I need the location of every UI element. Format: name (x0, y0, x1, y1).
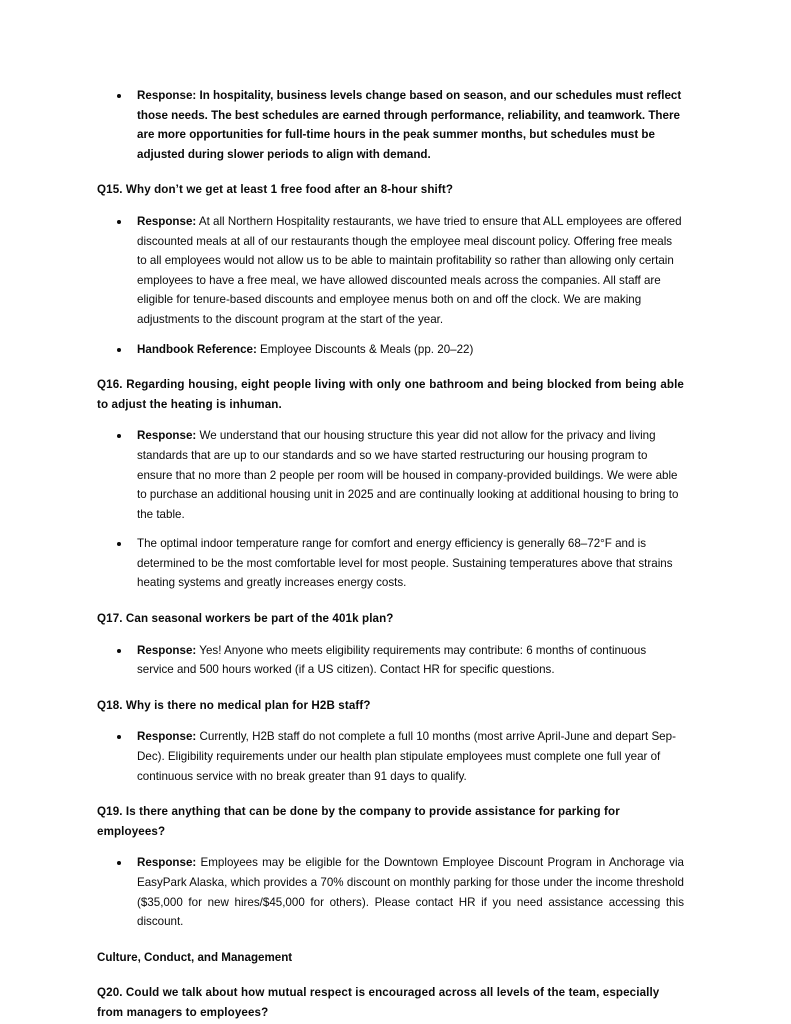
block-spacer (97, 967, 684, 983)
list-item-lead: Handbook Reference: (137, 342, 257, 356)
list-item-text: Response: In hospitality, business levels change based on season, and our schedules must reflect those needs. The best schedules are earned through performance, reliability, and teamwork. There are more opportunities for full-time hours in the peak summer months, but schedules must be adjusted during slower periods to align with demand. (137, 89, 682, 161)
block-spacer (97, 680, 684, 696)
list-item (97, 641, 684, 680)
q16-heading: Q16. Regarding housing, eight people living with only one bathroom and being blocked from being able to adjust the heating is inhuman. (97, 378, 684, 411)
q18-heading: Q18. Why is there no medical plan for H2B staff? (97, 698, 371, 712)
q17-heading: Q17. Can seasonal workers be part of the 401k plan? (97, 612, 394, 626)
block-spacer (97, 200, 684, 212)
block-spacer (97, 359, 684, 375)
q19-heading: Q19. Is there anything that can be done by the company to provide assistance for parking for employees? (97, 805, 620, 838)
list-item (97, 340, 684, 360)
culture-section-heading: Culture, Conduct, and Management (97, 950, 293, 964)
list-item-text: Employee Discounts & Meals (pp. 20–22) (256, 342, 474, 356)
list-item (97, 853, 684, 931)
list-item-text: Employees may be eligible for the Downtown Employee Discount Program in Anchorage via EasyPark Alaska, which provides a 70% discount on monthly parking for those under the income threshold ($35,000 for new hires/$45,000 for others). Please contact HR if you need assistance accessing this discount. (137, 856, 684, 929)
list-item-text: We understand that our housing structure this year did not allow for the privacy and living standards that are up to our standards and so we have started restructuring our housing program to ensure that no more than 2 people per room will be housed in company-provided buildings. We were able to purchase an additional housing unit in 2025 and are continually looking at additional housing to bring to the table. (137, 429, 679, 521)
list-item-lead: Response: (137, 643, 197, 657)
block-spacer (97, 786, 684, 802)
list-item-lead: Response: (137, 429, 197, 443)
q15-response-list (97, 212, 684, 359)
q17-response-list (97, 641, 684, 680)
list-item (97, 426, 684, 524)
list-item-lead: Response: (137, 856, 197, 870)
list-item-lead: Response: (137, 730, 197, 744)
q15-heading: Q15. Why don’t we get at least 1 free food after an 8-hour shift? (97, 183, 454, 197)
block-spacer (97, 164, 684, 180)
list-item (97, 727, 684, 786)
q20-heading: Q20. Could we talk about how mutual respect is encouraged across all levels of the team, especially from managers to employees? (97, 986, 660, 1019)
q14-response-list (97, 86, 684, 164)
list-item (97, 212, 684, 330)
q19-response-list (97, 853, 684, 931)
block-spacer (97, 841, 684, 853)
list-item (97, 86, 684, 164)
list-item-text: Yes! Anyone who meets eligibility requirements may contribute: 6 months of continuous service and 500 hours worked (if a US citizen). Contact HR for specific questions. (137, 643, 647, 677)
list-item-text: Currently, H2B staff do not complete a full 10 months (most arrive April-June and depart Sep-Dec). Eligibility requirements under our health plan stipulate employees must complete one full year of continuous service with no break greater than 91 days to qualify. (137, 730, 676, 783)
block-spacer (97, 715, 684, 727)
list-item-lead: Response: (137, 214, 197, 228)
q16-response-list (97, 426, 684, 593)
list-item-text: At all Northern Hospitality restaurants, we have tried to ensure that ALL employees are offered discounted meals at all of our restaurants though the employee meal discount policy. Offering free meals to all employees would not allow us to be able to maintain profitability so rather than allowing only certain employees to have a free meal, we have allowed discounted meals across the companies. All staff are eligible for tenure-based discounts and employee menus both on and off the clock. We are making adjustments to the discount program at the start of the year. (137, 214, 682, 326)
block-spacer (97, 629, 684, 641)
list-item-text: The optimal indoor temperature range for comfort and energy efficiency is generally 68–72°F and is determined to be the most comfortable level for most people. Sustaining temperatures above that strains heating systems and greatly increases energy costs. (137, 537, 673, 590)
block-spacer (97, 932, 684, 948)
block-spacer (97, 593, 684, 609)
q18-response-list (97, 727, 684, 786)
block-spacer (97, 414, 684, 426)
document-body (97, 86, 684, 1023)
list-item (97, 534, 684, 593)
